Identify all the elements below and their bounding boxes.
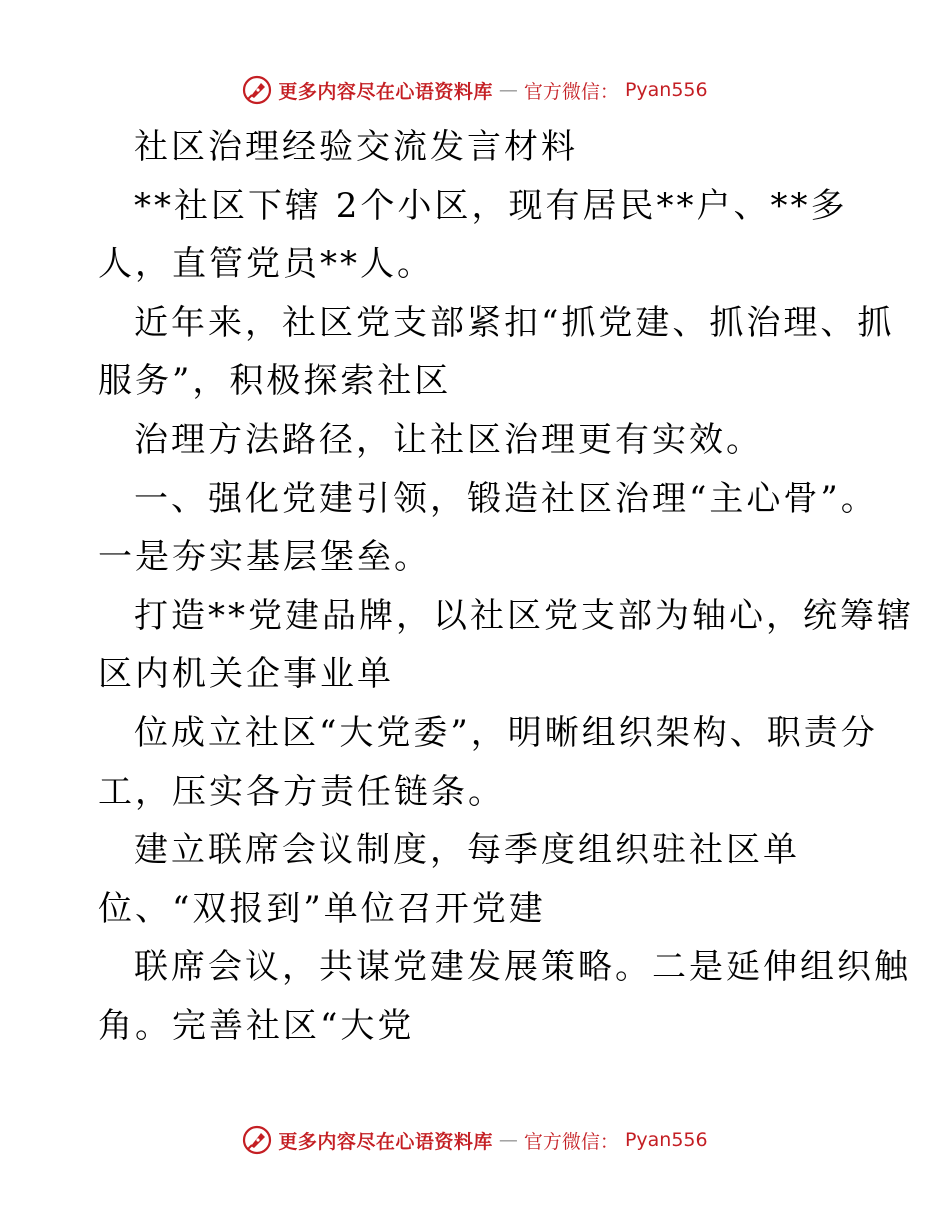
- banner-wechat-label: 官方微信：: [523, 1130, 619, 1153]
- doc-line: **社区下辖 2个小区，现有居民**户、**多: [134, 185, 848, 226]
- doc-line: 建立联席会议制度，每季度组织驻社区单: [134, 830, 800, 871]
- doc-line: 一是夯实基层堡垒。: [98, 537, 431, 578]
- doc-line: 服务”，积极探索社区: [98, 361, 452, 402]
- doc-line: 近年来，社区党支部紧扣“抓党建、抓治理、抓: [134, 302, 895, 343]
- document-body: [98, 118, 914, 1056]
- doc-title: 社区治理经验交流发言材料: [134, 127, 578, 167]
- doc-line: 区内机关企事业单: [98, 654, 394, 695]
- doc-line: 位成立社区“大党委”，明晰组织架构、职责分: [134, 712, 878, 753]
- doc-line: 联席会议，共谋党建发展策略。二是延伸组织触: [134, 947, 911, 988]
- banner-wechat-id: Pyan556: [624, 79, 708, 101]
- doc-section-heading: 一、强化党建引领，锻造社区治理“主心骨”。: [134, 478, 878, 519]
- banner-separator: —: [498, 1129, 518, 1151]
- doc-line: 治理方法路径，让社区治理更有实效。: [134, 419, 763, 460]
- header-banner: [0, 70, 950, 110]
- footer-banner: [0, 1120, 950, 1160]
- banner-text: 更多内容尽在心语资料库: [278, 1130, 493, 1153]
- fountain-pen-nib-icon: [242, 75, 272, 105]
- banner-separator: —: [498, 79, 518, 101]
- doc-line: 位、“双报到”单位召开党建: [98, 888, 546, 929]
- doc-line: 角。完善社区“大党: [98, 1005, 415, 1046]
- doc-line: 人，直管党员**人。: [98, 244, 434, 285]
- banner-wechat-id: Pyan556: [624, 1129, 708, 1151]
- fountain-pen-nib-icon: [242, 1125, 272, 1155]
- banner-text: 更多内容尽在心语资料库: [278, 80, 493, 103]
- banner-wechat-label: 官方微信：: [523, 80, 619, 103]
- doc-line: 工，压实各方责任链条。: [98, 771, 505, 812]
- doc-line: 打造**党建品牌，以社区党支部为轴心，统筹辖: [134, 595, 914, 636]
